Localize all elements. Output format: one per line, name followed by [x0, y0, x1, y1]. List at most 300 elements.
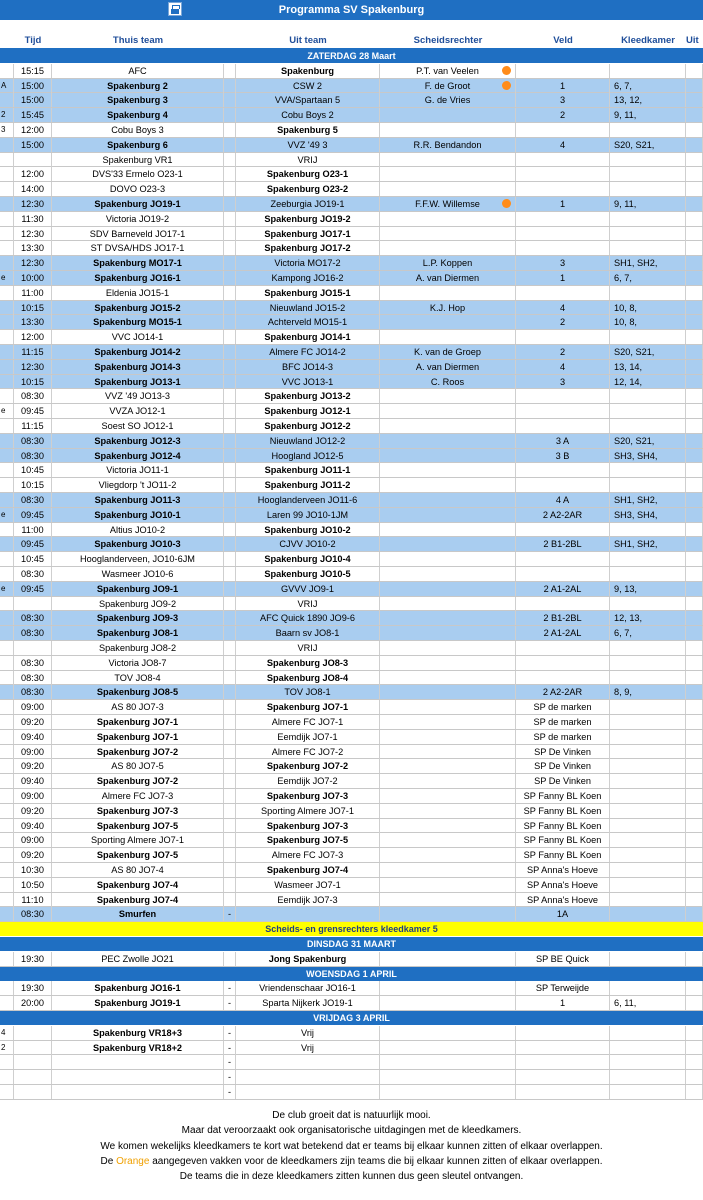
field: 1A [516, 907, 610, 921]
home-team [52, 1085, 224, 1099]
row-marker: e [0, 508, 14, 522]
extra-column [686, 271, 703, 285]
home-team: Spakenburg JO10-3 [52, 537, 224, 551]
match-row [0, 153, 703, 168]
dressing-room [610, 389, 686, 403]
extra-column [686, 656, 703, 670]
extra-column [686, 611, 703, 625]
day-header: VRIJDAG 3 APRIL [0, 1011, 703, 1025]
match-time: 11:00 [14, 523, 52, 537]
home-team: Spakenburg JO9-1 [52, 582, 224, 596]
away-team [236, 1055, 380, 1069]
match-time: 11:00 [14, 286, 52, 300]
extra-column [686, 360, 703, 374]
away-team: Spakenburg JO7-1 [236, 700, 380, 714]
header-referee: Scheidsrechter [413, 35, 483, 46]
home-team: Spakenburg JO15-2 [52, 301, 224, 315]
field: SP Fanny BL Koen [516, 848, 610, 862]
extra-column [686, 153, 703, 167]
away-team: CJVV JO10-2 [236, 537, 380, 551]
row-marker [0, 360, 14, 374]
header-extra: Uit [686, 35, 699, 46]
referee: F. de Groot [380, 79, 516, 93]
match-row [0, 700, 703, 715]
extra-column [686, 108, 703, 122]
home-team: Hooglanderveen, JO10-6JM [52, 552, 224, 566]
field [516, 227, 610, 241]
referee: R.R. Bendandon [380, 138, 516, 152]
away-team: Laren 99 JO10-1JM [236, 508, 380, 522]
match-row [0, 537, 703, 552]
referee: F.F.W. Willemse [380, 197, 516, 211]
away-team: Achterveld MO15-1 [236, 315, 380, 329]
home-team: Victoria JO11-1 [52, 463, 224, 477]
dressing-room [610, 597, 686, 611]
away-team: Spakenburg O23-1 [236, 167, 380, 181]
home-team: VVZA JO12-1 [52, 404, 224, 418]
referee [380, 981, 516, 995]
note-line: Maar dat veroorzaakt ook organisatorische uitdagingen met de kleedkamers. [181, 1125, 522, 1137]
match-time: 12:30 [14, 197, 52, 211]
away-team: Spakenburg JO8-4 [236, 671, 380, 685]
away-team: Vriendenschaar JO16-1 [236, 981, 380, 995]
dressing-room [610, 804, 686, 818]
referee [380, 715, 516, 729]
match-row [0, 404, 703, 419]
match-time: 08:30 [14, 389, 52, 403]
dressing-room: SH1, SH2, [610, 493, 686, 507]
extra-column [686, 819, 703, 833]
row-marker [0, 1070, 14, 1084]
match-time: 09:20 [14, 715, 52, 729]
match-row [0, 981, 703, 996]
away-team: Eemdijk JO7-1 [236, 730, 380, 744]
match-time: 10:15 [14, 478, 52, 492]
field: SP Fanny BL Koen [516, 819, 610, 833]
match-time: 09:45 [14, 508, 52, 522]
row-marker [0, 389, 14, 403]
field [516, 389, 610, 403]
match-row [0, 449, 703, 464]
extra-column [686, 700, 703, 714]
row-marker [0, 626, 14, 640]
extra-column [686, 241, 703, 255]
extra-column [686, 671, 703, 685]
home-team: Spakenburg JO7-1 [52, 715, 224, 729]
orange-overlap-icon [502, 199, 511, 208]
referee [380, 952, 516, 966]
match-time: 10:15 [14, 301, 52, 315]
dressing-room [610, 700, 686, 714]
away-team: Spakenburg JO15-1 [236, 286, 380, 300]
extra-column [686, 167, 703, 181]
home-team: Spakenburg JO7-5 [52, 819, 224, 833]
note-line [0, 1154, 703, 1169]
field [516, 167, 610, 181]
separator [224, 508, 236, 522]
away-team: Sporting Almere JO7-1 [236, 804, 380, 818]
home-team: Spakenburg JO12-4 [52, 449, 224, 463]
dressing-room [610, 1070, 686, 1084]
match-row [0, 256, 703, 271]
away-team: Vrij [236, 1041, 380, 1055]
separator [224, 759, 236, 773]
away-team: Spakenburg JO11-2 [236, 478, 380, 492]
referee-room-notice: Scheids- en grensrechters kleedkamer 5 [0, 922, 703, 936]
dressing-room [610, 478, 686, 492]
match-row [0, 1070, 703, 1085]
field: SP de marken [516, 700, 610, 714]
home-team: Wasmeer JO10-6 [52, 567, 224, 581]
dressing-room: 10, 8, [610, 301, 686, 315]
extra-column [686, 759, 703, 773]
referee [380, 745, 516, 759]
match-row [0, 123, 703, 138]
dressing-room [610, 641, 686, 655]
away-team: Baarn sv JO8-1 [236, 626, 380, 640]
match-time [14, 1041, 52, 1055]
extra-column [686, 123, 703, 137]
row-marker [0, 745, 14, 759]
dressing-room: SH1, SH2, [610, 256, 686, 270]
field: 3 A [516, 434, 610, 448]
separator [224, 123, 236, 137]
referee [380, 286, 516, 300]
away-team: Wasmeer JO7-1 [236, 878, 380, 892]
field: 2 [516, 345, 610, 359]
dressing-room [610, 759, 686, 773]
match-row [0, 523, 703, 538]
referee [380, 567, 516, 581]
dressing-room [610, 863, 686, 877]
referee [380, 582, 516, 596]
separator [224, 93, 236, 107]
separator [224, 375, 236, 389]
row-marker [0, 656, 14, 670]
extra-column [686, 996, 703, 1010]
field [516, 182, 610, 196]
match-row [0, 360, 703, 375]
field: 2 A2-2AR [516, 508, 610, 522]
field: SP Anna's Hoeve [516, 878, 610, 892]
match-row [0, 389, 703, 404]
field: SP De Vinken [516, 759, 610, 773]
row-marker [0, 64, 14, 78]
match-time: 10:45 [14, 552, 52, 566]
field [516, 523, 610, 537]
match-row [0, 819, 703, 834]
field [516, 1026, 610, 1040]
separator [224, 893, 236, 907]
separator [224, 138, 236, 152]
dressing-room: 6, 7, [610, 626, 686, 640]
field [516, 153, 610, 167]
field: 1 [516, 197, 610, 211]
field: SP Terweijde [516, 981, 610, 995]
extra-column [686, 1041, 703, 1055]
match-time: 12:30 [14, 227, 52, 241]
match-time: 08:30 [14, 656, 52, 670]
match-time: 08:30 [14, 611, 52, 625]
dressing-room [610, 907, 686, 921]
match-time [14, 641, 52, 655]
away-team: Spakenburg 5 [236, 123, 380, 137]
referee: G. de Vries [380, 93, 516, 107]
day-header: DINSDAG 31 MAART [0, 937, 703, 951]
dressing-room [610, 227, 686, 241]
match-time: 08:30 [14, 567, 52, 581]
row-marker [0, 611, 14, 625]
match-row [0, 1041, 703, 1056]
away-team: Spakenburg [236, 64, 380, 78]
separator: - [224, 907, 236, 921]
header-field: Veld [553, 35, 573, 46]
extra-column [686, 301, 703, 315]
separator [224, 108, 236, 122]
home-team: Spakenburg JO8-5 [52, 685, 224, 699]
separator [224, 745, 236, 759]
home-team: DOVO O23-3 [52, 182, 224, 196]
referee [380, 907, 516, 921]
dressing-room [610, 893, 686, 907]
field: 2 [516, 315, 610, 329]
away-team: Spakenburg JO12-2 [236, 419, 380, 433]
referee [380, 1085, 516, 1099]
match-time: 13:30 [14, 241, 52, 255]
field [516, 478, 610, 492]
match-row [0, 197, 703, 212]
away-team: Almere FC JO7-1 [236, 715, 380, 729]
home-team: Spakenburg JO11-3 [52, 493, 224, 507]
separator [224, 833, 236, 847]
dressing-room [610, 715, 686, 729]
row-marker [0, 434, 14, 448]
extra-column [686, 434, 703, 448]
home-team: Spakenburg JO19-1 [52, 197, 224, 211]
field: SP Fanny BL Koen [516, 789, 610, 803]
field [516, 671, 610, 685]
dressing-room: 9, 11, [610, 108, 686, 122]
separator [224, 463, 236, 477]
referee [380, 537, 516, 551]
home-team: Spakenburg JO7-3 [52, 804, 224, 818]
field [516, 567, 610, 581]
home-team: Almere FC JO7-3 [52, 789, 224, 803]
referee [380, 508, 516, 522]
field: 2 B1-2BL [516, 537, 610, 551]
referee [380, 449, 516, 463]
away-team: Sparta Nijkerk JO19-1 [236, 996, 380, 1010]
extra-column [686, 537, 703, 551]
note-line: De club groeit dat is natuurlijk mooi. [272, 1110, 431, 1121]
match-row [0, 952, 703, 967]
home-team: SDV Barneveld JO17-1 [52, 227, 224, 241]
dressing-room [610, 774, 686, 788]
row-marker [0, 345, 14, 359]
field [516, 552, 610, 566]
field [516, 123, 610, 137]
header-home: Thuis team [112, 35, 164, 46]
referee [380, 804, 516, 818]
dressing-room: 12, 13, [610, 611, 686, 625]
home-team: DVS'33 Ermelo O23-1 [52, 167, 224, 181]
home-team: VVC JO14-1 [52, 330, 224, 344]
field: SP Fanny BL Koen [516, 833, 610, 847]
separator [224, 330, 236, 344]
home-team: PEC Zwolle JO21 [52, 952, 224, 966]
row-marker [0, 552, 14, 566]
extra-column [686, 138, 703, 152]
extra-column [686, 893, 703, 907]
referee [380, 1041, 516, 1055]
home-team: Spakenburg JO13-1 [52, 375, 224, 389]
referee [380, 108, 516, 122]
away-team: Spakenburg JO7-5 [236, 833, 380, 847]
row-marker [0, 863, 14, 877]
home-team: Spakenburg JO14-2 [52, 345, 224, 359]
field: 1 [516, 79, 610, 93]
dressing-room: S20, S21, [610, 138, 686, 152]
referee [380, 1070, 516, 1084]
separator [224, 774, 236, 788]
referee [380, 153, 516, 167]
away-team [236, 907, 380, 921]
dressing-room [610, 552, 686, 566]
match-time: 09:00 [14, 745, 52, 759]
row-marker [0, 833, 14, 847]
home-team: TOV JO8-4 [52, 671, 224, 685]
extra-column [686, 493, 703, 507]
separator [224, 64, 236, 78]
match-time [14, 1026, 52, 1040]
extra-column [686, 1085, 703, 1099]
field: 4 [516, 301, 610, 315]
row-marker [0, 789, 14, 803]
home-team: Spakenburg JO14-3 [52, 360, 224, 374]
referee [380, 597, 516, 611]
dressing-room: 6, 7, [610, 79, 686, 93]
away-team: Spakenburg JO14-1 [236, 330, 380, 344]
row-marker: 4 [0, 1026, 14, 1040]
field [516, 212, 610, 226]
referee [380, 330, 516, 344]
match-row [0, 1085, 703, 1100]
dressing-room [610, 833, 686, 847]
extra-column [686, 345, 703, 359]
match-time: 09:20 [14, 759, 52, 773]
separator [224, 286, 236, 300]
match-time: 10:00 [14, 271, 52, 285]
separator [224, 626, 236, 640]
away-team: Hoogland JO12-5 [236, 449, 380, 463]
extra-column [686, 641, 703, 655]
home-team: Spakenburg JO8-2 [52, 641, 224, 655]
match-row [0, 789, 703, 804]
match-time: 10:15 [14, 375, 52, 389]
referee [380, 671, 516, 685]
header-dressing-room: Kleedkamer [621, 35, 675, 46]
match-time [14, 153, 52, 167]
match-row [0, 626, 703, 641]
referee [380, 1026, 516, 1040]
home-team: Spakenburg JO7-2 [52, 745, 224, 759]
home-team: Soest SO JO12-1 [52, 419, 224, 433]
field: 1 [516, 271, 610, 285]
home-team: Spakenburg JO10-1 [52, 508, 224, 522]
match-row [0, 167, 703, 182]
note-orange-word: Orange [116, 1155, 150, 1167]
separator [224, 789, 236, 803]
extra-column [686, 508, 703, 522]
dressing-room: 9, 13, [610, 582, 686, 596]
dressing-room [610, 153, 686, 167]
row-marker: e [0, 404, 14, 418]
extra-column [686, 567, 703, 581]
home-team: ST DVSA/HDS JO17-1 [52, 241, 224, 255]
dressing-room [610, 241, 686, 255]
away-team: VVZ '49 3 [236, 138, 380, 152]
match-time: 09:40 [14, 819, 52, 833]
away-team: Zeeburgia JO19-1 [236, 197, 380, 211]
dressing-room [610, 463, 686, 477]
away-team: GVVV JO9-1 [236, 582, 380, 596]
field: 1 [516, 996, 610, 1010]
away-team: Vrij [236, 1026, 380, 1040]
separator: - [224, 1026, 236, 1040]
dressing-room [610, 981, 686, 995]
referee [380, 641, 516, 655]
extra-column [686, 256, 703, 270]
extra-column [686, 227, 703, 241]
separator: - [224, 996, 236, 1010]
extra-column [686, 626, 703, 640]
field [516, 419, 610, 433]
match-time [14, 1055, 52, 1069]
separator [224, 478, 236, 492]
match-time: 08:30 [14, 626, 52, 640]
home-team: AS 80 JO7-3 [52, 700, 224, 714]
row-marker [0, 878, 14, 892]
dressing-room [610, 789, 686, 803]
separator [224, 271, 236, 285]
match-row [0, 745, 703, 760]
field: 3 [516, 375, 610, 389]
away-team: Jong Spakenburg [236, 952, 380, 966]
field: 2 A2-2AR [516, 685, 610, 699]
referee [380, 1055, 516, 1069]
home-team: Spakenburg VR1 [52, 153, 224, 167]
referee [380, 759, 516, 773]
separator [224, 389, 236, 403]
separator [224, 671, 236, 685]
match-row [0, 597, 703, 612]
separator [224, 878, 236, 892]
home-team: Victoria JO19-2 [52, 212, 224, 226]
orange-overlap-icon [502, 81, 511, 90]
away-team: Eemdijk JO7-3 [236, 893, 380, 907]
separator [224, 182, 236, 196]
match-time: 15:00 [14, 93, 52, 107]
home-team: AS 80 JO7-5 [52, 759, 224, 773]
dressing-room: 13, 12, [610, 93, 686, 107]
home-team: Spakenburg JO9-3 [52, 611, 224, 625]
title-bar [0, 0, 703, 20]
match-row [0, 1055, 703, 1070]
extra-column [686, 212, 703, 226]
row-marker: 2 [0, 108, 14, 122]
extra-column [686, 730, 703, 744]
row-marker [0, 804, 14, 818]
